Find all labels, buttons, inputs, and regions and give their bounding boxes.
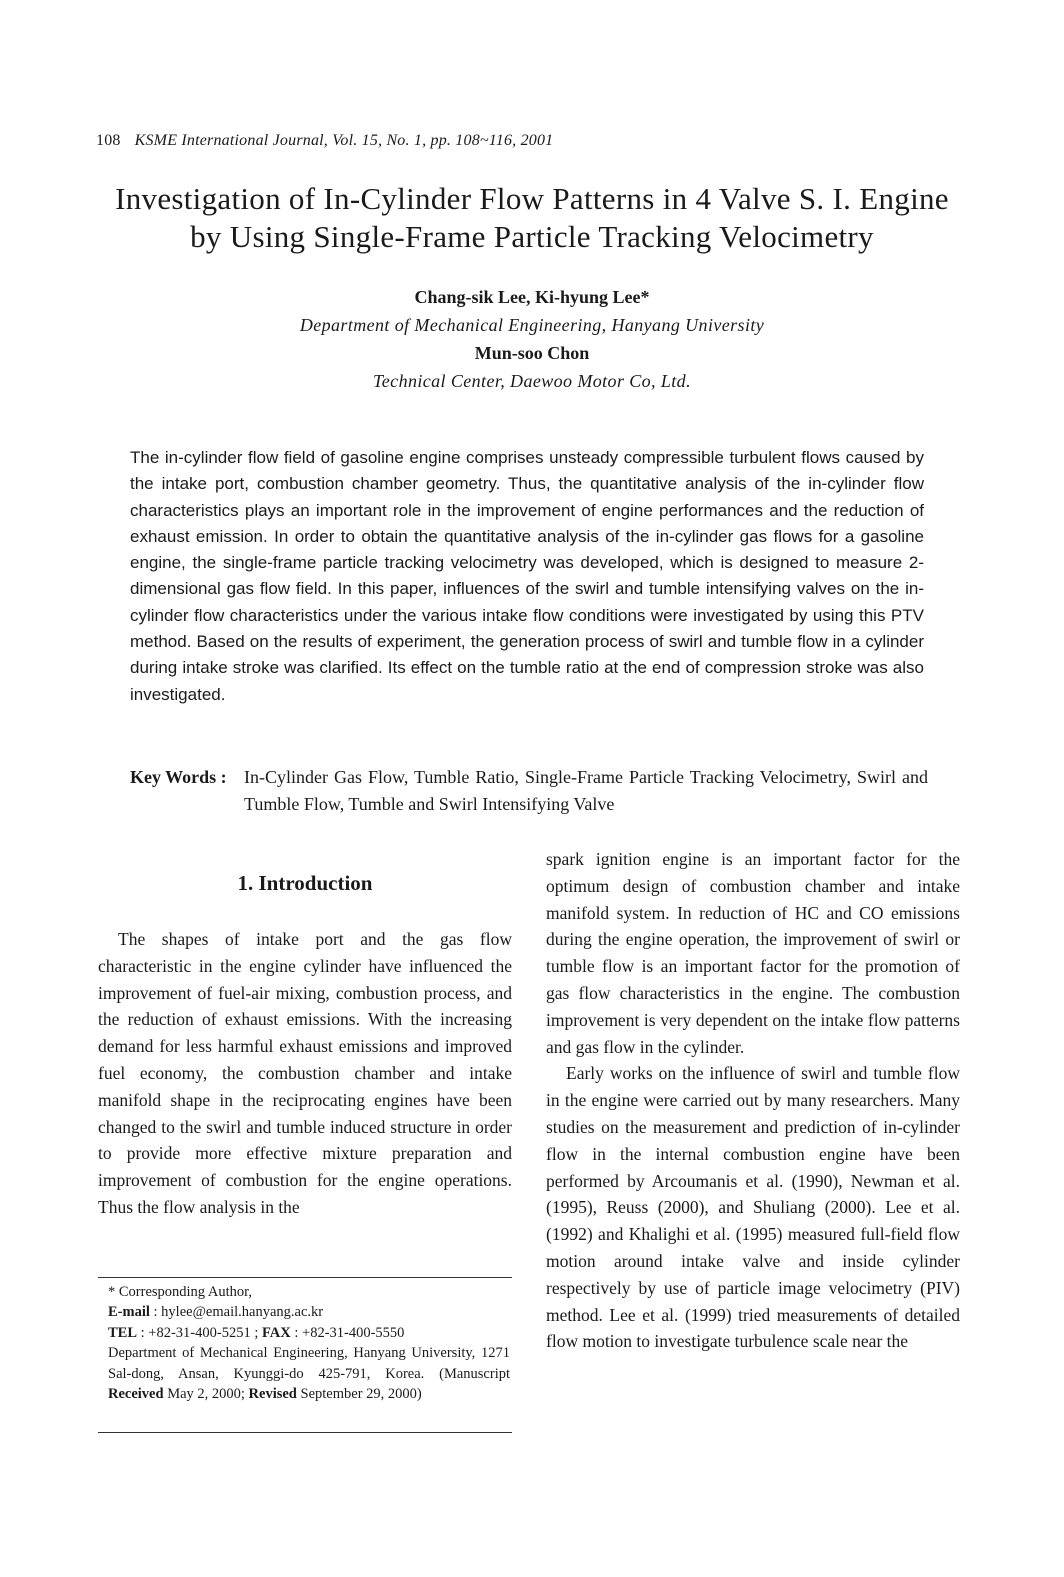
keywords-text: In-Cylinder Gas Flow, Tumble Ratio, Single-Frame Particle Tracking Velocimetry, Swirl and Tumble Flow, Tumble and Swirl Intensifying Valve: [244, 767, 928, 814]
intro-right-column: [546, 846, 960, 1355]
abstract-text: The in-cylinder flow field of gasoline engine comprises unsteady compressible turbulent flows caused by the intake port, combustion chamber geometry. Thus, the quantitative analysis of the in-cylinder flow characteristics plays an important role in the improvement of engine performances and the reduction of exhaust emission. In order to obtain the quantitative analysis of the in-cylinder gas flows for a gasoline engine, the single-frame particle tracking velocimetry was developed, which is designed to measure 2-dimensional gas flow field. In this paper, influences of the swirl and tumble intensifying valves on the in-cylinder flow characteristics under the various intake flow conditions were investigated by using this PTV method. Based on the results of experiment, the generation process of swirl and tumble flow in a cylinder during intake stroke was clarified. Its effect on the tumble ratio at the end of compression stroke was also investigated.: [130, 448, 924, 704]
author-names-2: Mun-soo Chon: [474, 343, 590, 363]
affiliation-2: Technical Center, Daewoo Motor Co, Ltd.: [373, 371, 691, 391]
intro-paragraph-2: Early works on the influence of swirl and tumble flow in the engine were carried out by many researchers. Many studies on the measurement and prediction of in-cylinder flow in the internal combustion engine have been performed by Arcoumanis et al. (1990), Newman et al. (1995), Reuss (2000), and Shuliang (2000). Lee et al. (1992) and Khalighi et al. (1995) measured full-field flow motion around intake valve and inside cylinder respectively by use of particle image velocimetry (PIV) method. Lee et al. (1999) tried measurements of detailed flow motion to investigate turbulence scale near the: [546, 1063, 960, 1352]
footnote-corresponding: * Corresponding Author,: [108, 1284, 253, 1300]
footnote-email-line: E-mail : hylee@email.hanyang.ac.kr: [108, 1304, 324, 1321]
title-line-2: by Using Single-Frame Particle Tracking Velocimetry: [190, 219, 874, 254]
footnote-divider: [98, 1277, 512, 1278]
section-heading-introduction: 1. Introduction: [237, 871, 373, 895]
address-text: Department of Mechanical Engineering, Hanyang University, 1271 Sal-dong, Ansan, Kyunggi-do 425-791, Korea. (Manuscript: [108, 1345, 510, 1382]
corresponding-author-footnote: [108, 1282, 510, 1404]
revised-value: September 29, 2000): [300, 1386, 422, 1403]
author-block: [60, 283, 1004, 395]
footnote-phone-line: TEL : +82-31-400-5251 ; FAX : +82-31-400-5550: [108, 1324, 405, 1341]
tel-value: +82-31-400-5251: [148, 1324, 251, 1341]
intro-left-column: [98, 926, 512, 1221]
abstract: [130, 445, 924, 708]
footnote-address: [108, 1343, 510, 1404]
email-label: E-mail: [108, 1304, 150, 1321]
author-names-1: Chang-sik Lee, Ki-hyung Lee*: [414, 287, 650, 307]
received-value: May 2, 2000;: [167, 1386, 245, 1403]
keywords-label: Key Words :: [130, 767, 227, 787]
email-link[interactable]: hylee@email.hanyang.ac.kr: [161, 1304, 324, 1321]
journal-citation: KSME International Journal, Vol. 15, No. 1, pp. 108~116, 2001: [134, 132, 554, 149]
intro-paragraph-1: The shapes of intake port and the gas flow characteristic in the engine cylinder have influenced the improvement of fuel-air mixing, combustion process, and the reduction of exhaust emissions. With the increasing demand for less harmful exhaust emissions and improved fuel economy, the combustion chamber and intake manifold shape in the reciprocating engines have been changed to the swirl and tumble induced structure in order to provide more effective mixture preparation and improvement of combustion for the engine operations. Thus the flow analysis in the: [98, 929, 512, 1217]
fax-label: FAX: [262, 1324, 291, 1341]
paper-title: [60, 180, 1004, 256]
page-number: 108: [96, 132, 121, 149]
fax-value: +82-31-400-5550: [302, 1324, 405, 1341]
revised-label: Revised: [248, 1386, 297, 1403]
affiliation-1: Department of Mechanical Engineering, Hanyang University: [299, 315, 765, 335]
running-header: [96, 132, 553, 150]
title-line-1: Investigation of In-Cylinder Flow Patterns in 4 Valve S. I. Engine: [115, 181, 949, 216]
intro-paragraph-continued: spark ignition engine is an important factor for the optimum design of combustion chamber and intake manifold system. In reduction of HC and CO emissions during the engine operation, the improvement of swirl or tumble flow is an important factor for the promotion of gas flow characteristics in the engine. The combustion improvement is very dependent on the intake flow patterns and gas flow in the cylinder.: [546, 849, 960, 1057]
footnote-end-rule: [98, 1432, 512, 1433]
tel-label: TEL: [108, 1324, 138, 1341]
received-label: Received: [108, 1386, 164, 1403]
